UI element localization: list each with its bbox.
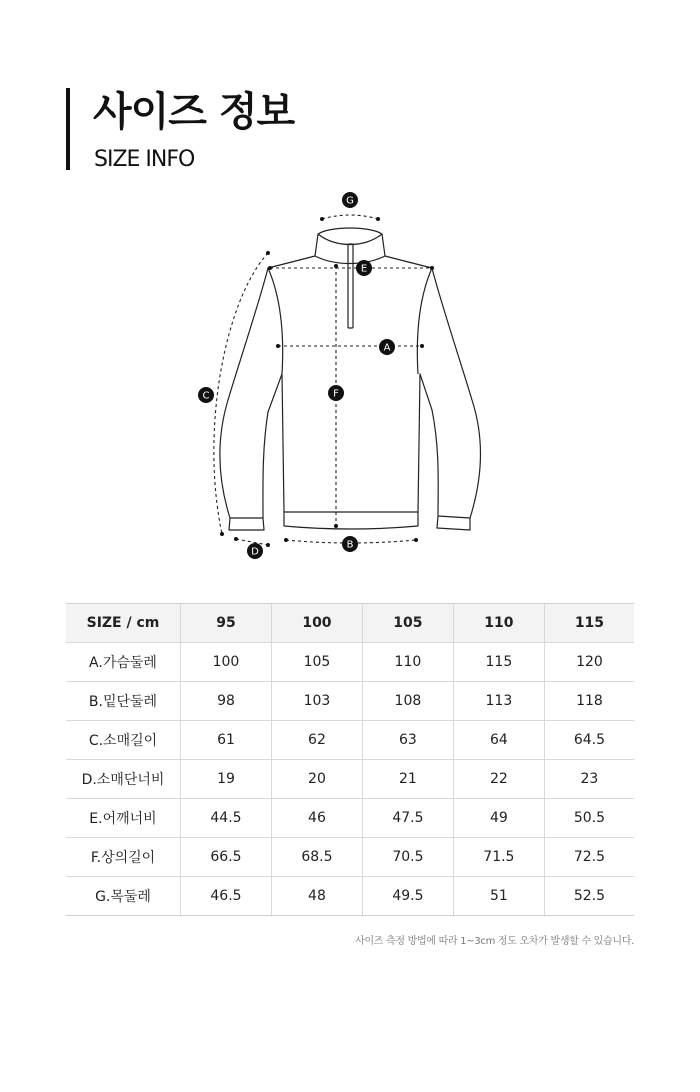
- left-armhole: [268, 268, 283, 374]
- table-cell: 52.5: [544, 877, 634, 916]
- label-c: C: [202, 390, 210, 402]
- page-title: 사이즈 정보: [93, 89, 295, 135]
- table-cell: 21: [362, 760, 453, 799]
- measure-line-g: [322, 215, 378, 219]
- header-cell: 100: [271, 604, 362, 643]
- table-cell: 105: [271, 643, 362, 682]
- row-label: D.소매단너비: [66, 760, 181, 799]
- table-cell: 49: [453, 799, 544, 838]
- table-row: [66, 877, 634, 916]
- table-row: [66, 760, 634, 799]
- hem-band: [284, 512, 418, 529]
- table-cell: 68.5: [271, 838, 362, 877]
- table-cell: 98: [181, 682, 272, 721]
- collar-seam: [315, 256, 385, 264]
- table-cell: 64.5: [544, 721, 634, 760]
- table-row: [66, 721, 634, 760]
- label-f: F: [333, 388, 339, 400]
- table-cell: 100: [181, 643, 272, 682]
- table-cell: 110: [362, 643, 453, 682]
- table-row: [66, 838, 634, 877]
- table-cell: 70.5: [362, 838, 453, 877]
- table-cell: 50.5: [544, 799, 634, 838]
- table-cell: 47.5: [362, 799, 453, 838]
- table-cell: 46: [271, 799, 362, 838]
- row-label: B.밑단둘레: [66, 682, 181, 721]
- table-cell: 61: [181, 721, 272, 760]
- left-cuff: [229, 518, 264, 530]
- label-g: G: [346, 195, 354, 207]
- label-a: A: [383, 342, 391, 354]
- page-subtitle: SIZE INFO: [94, 147, 195, 172]
- collar-inner: [318, 234, 382, 245]
- table-cell: 103: [271, 682, 362, 721]
- label-a-marker: [379, 339, 395, 355]
- label-d: D: [251, 546, 259, 558]
- table-cell: 46.5: [181, 877, 272, 916]
- table-cell: 49.5: [362, 877, 453, 916]
- row-label: G.목둘레: [66, 877, 181, 916]
- table-cell: 66.5: [181, 838, 272, 877]
- table-cell: 72.5: [544, 838, 634, 877]
- table-cell: 113: [453, 682, 544, 721]
- table-cell: 23: [544, 760, 634, 799]
- label-b: B: [346, 539, 354, 551]
- table-cell: 63: [362, 721, 453, 760]
- table-cell: 115: [453, 643, 544, 682]
- row-label: E.어깨너비: [66, 799, 181, 838]
- measurement-note: 사이즈 측정 방법에 따라 1~3cm 정도 오차가 발생할 수 있습니다.: [355, 936, 634, 947]
- label-g-marker: [342, 192, 358, 208]
- table-row: [66, 643, 634, 682]
- size-table: [66, 603, 634, 916]
- table-cell: 62: [271, 721, 362, 760]
- table-cell: 19: [181, 760, 272, 799]
- table-cell: 64: [453, 721, 544, 760]
- row-label: C.소매길이: [66, 721, 181, 760]
- table-cell: 20: [271, 760, 362, 799]
- header-cell: 105: [362, 604, 453, 643]
- table-cell: 71.5: [453, 838, 544, 877]
- zipper-placket: [348, 244, 353, 328]
- shirt-outline: [220, 228, 481, 518]
- label-b-marker: [342, 536, 358, 552]
- row-label: A.가슴둘레: [66, 643, 181, 682]
- table-cell: 22: [453, 760, 544, 799]
- table-cell: 48: [271, 877, 362, 916]
- header-cell: SIZE / cm: [66, 604, 181, 643]
- table-cell: 51: [453, 877, 544, 916]
- right-armhole: [417, 268, 432, 374]
- header-cell: 115: [544, 604, 634, 643]
- label-d-marker: [247, 543, 263, 559]
- table-row: [66, 682, 634, 721]
- label-e-marker: [356, 260, 372, 276]
- label-f-marker: [328, 385, 344, 401]
- table-cell: 120: [544, 643, 634, 682]
- table-cell: 108: [362, 682, 453, 721]
- table-header-row: [66, 604, 634, 643]
- header-cell: 95: [181, 604, 272, 643]
- label-c-marker: [198, 387, 214, 403]
- row-label: F.상의길이: [66, 838, 181, 877]
- table-row: [66, 799, 634, 838]
- table-cell: 118: [544, 682, 634, 721]
- label-e: E: [360, 263, 368, 275]
- header-cell: 110: [453, 604, 544, 643]
- table-cell: 44.5: [181, 799, 272, 838]
